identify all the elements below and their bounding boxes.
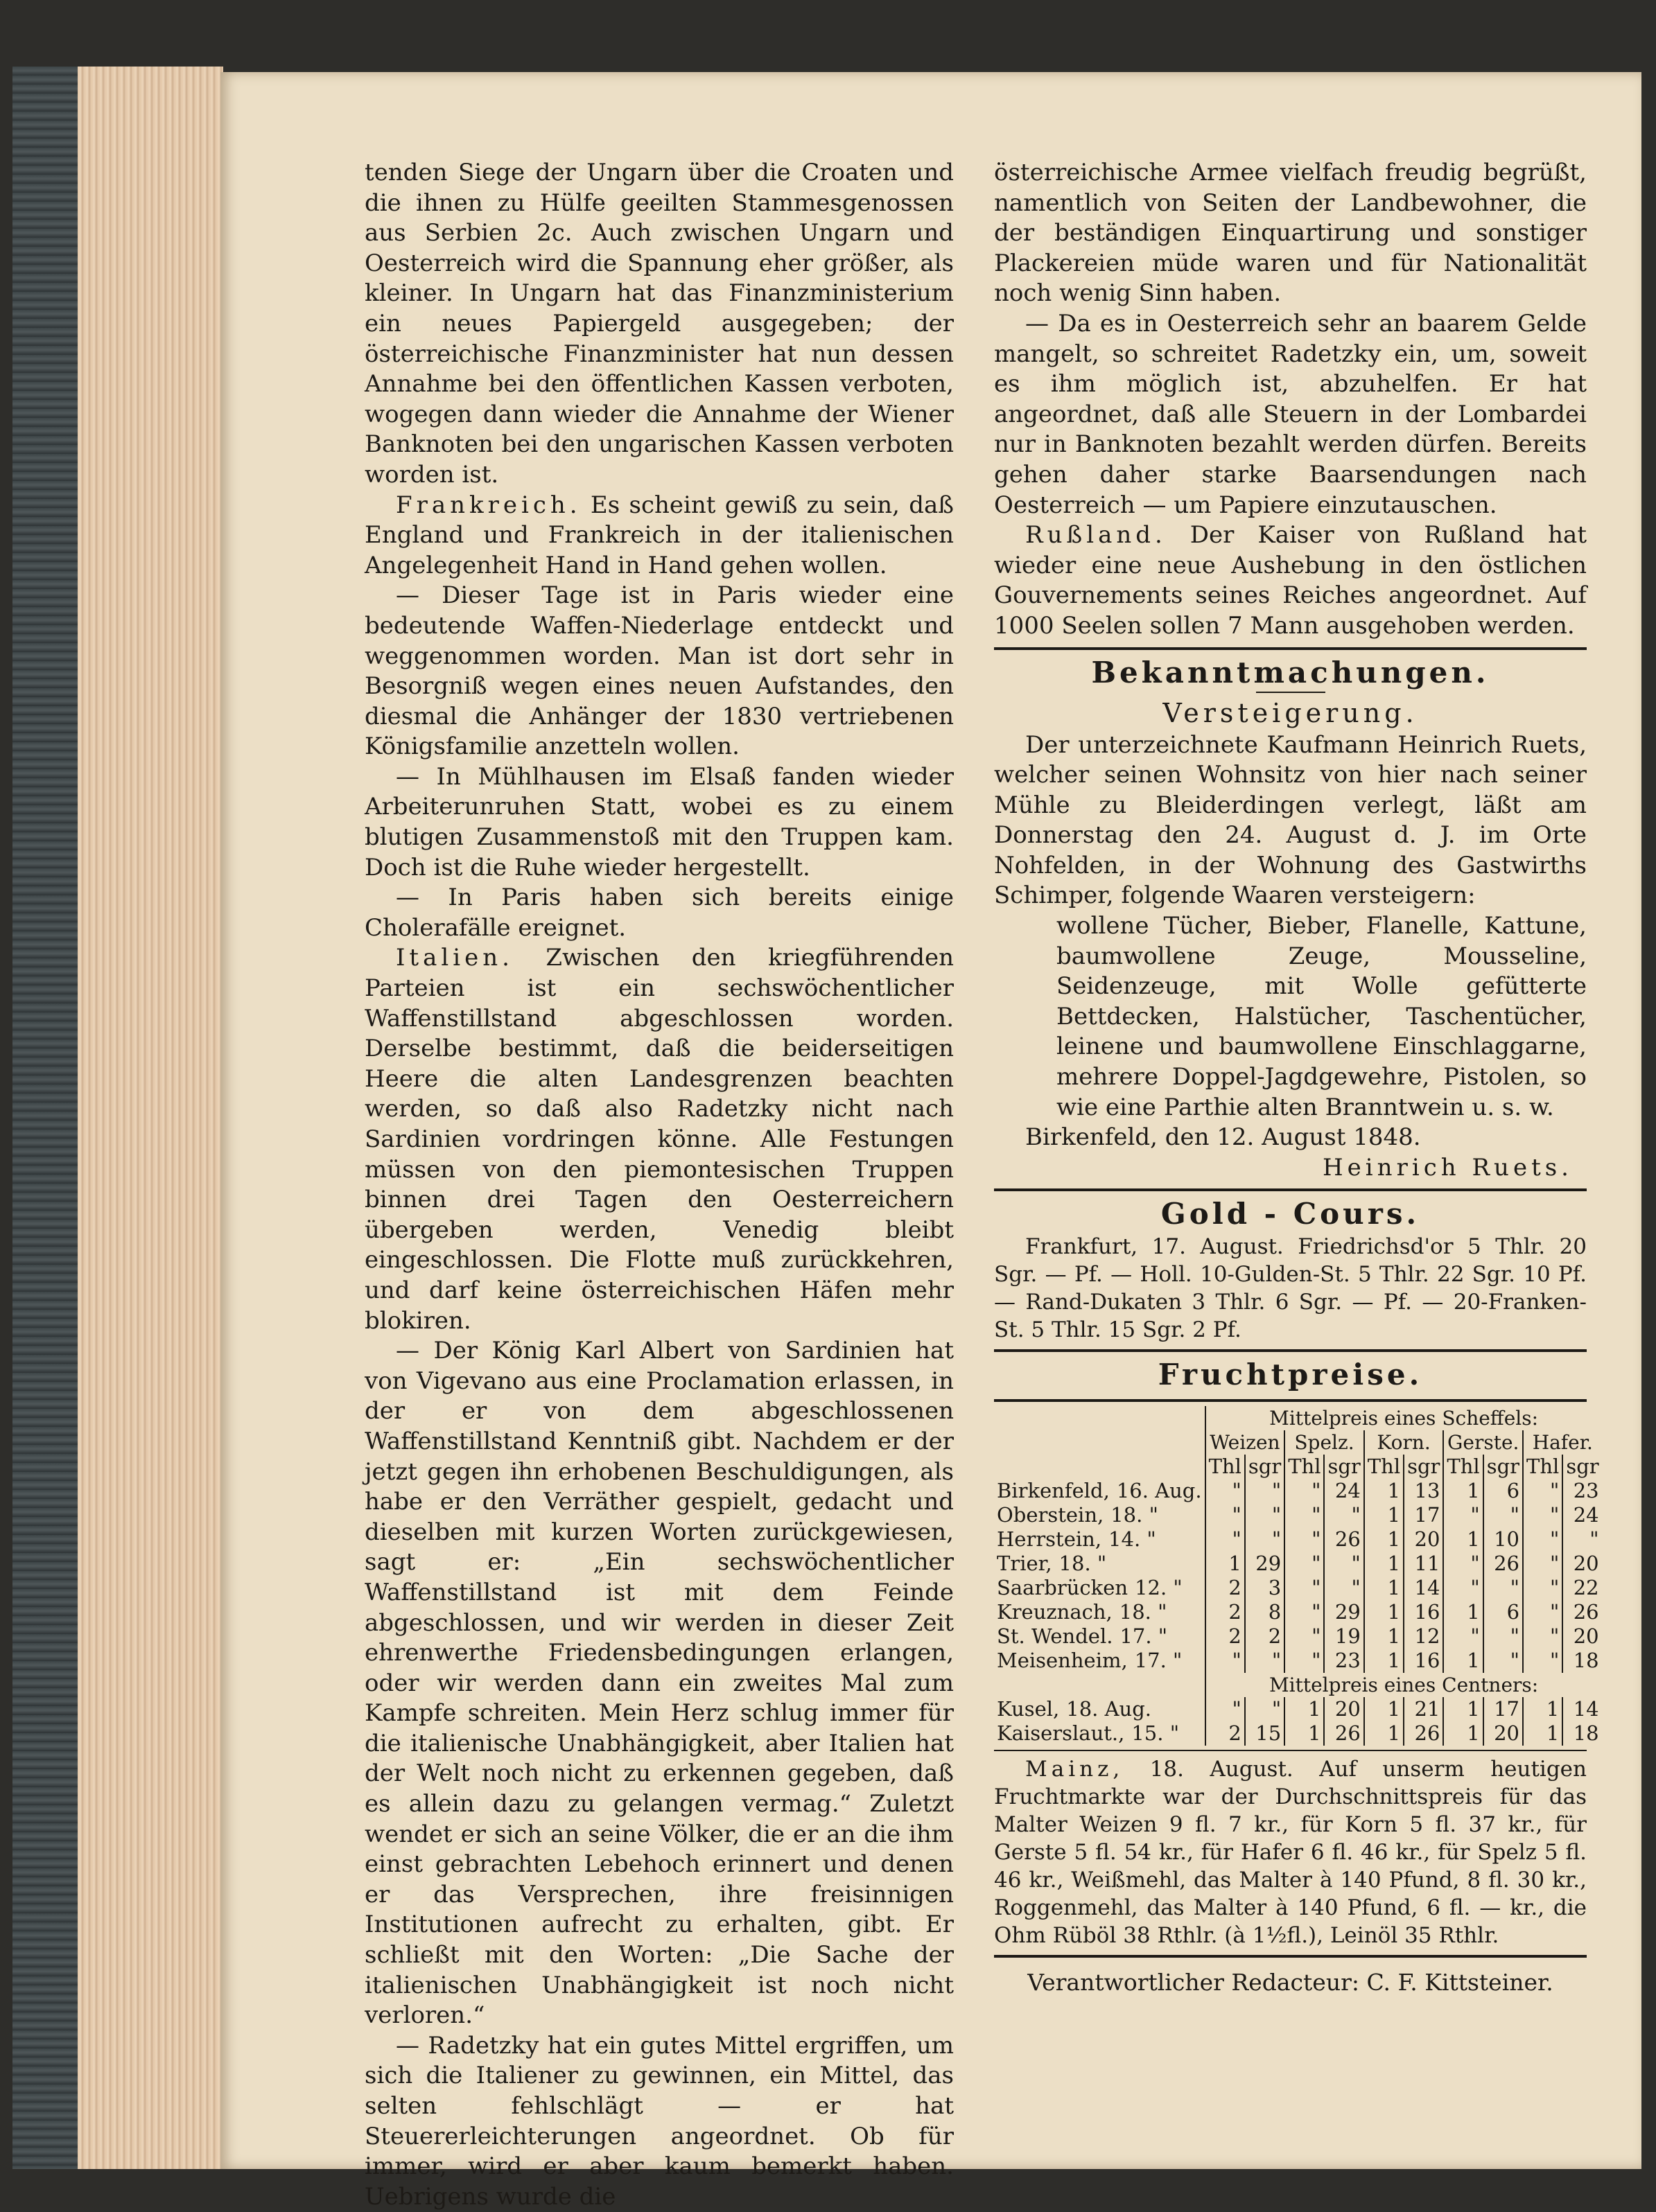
price-cell: 16	[1404, 1600, 1443, 1624]
price-cell: 8	[1245, 1600, 1284, 1624]
unit-label: Thl	[1284, 1455, 1324, 1479]
article-paragraph	[994, 520, 1587, 641]
editor-line: Verantwortlicher Redacteur: C. F. Kittsteiner.	[1027, 1969, 1553, 1996]
price-cell: "	[1324, 1576, 1363, 1600]
price-cell: 26	[1483, 1552, 1523, 1576]
price-cell: 16	[1404, 1649, 1443, 1673]
market-place	[994, 1527, 1205, 1552]
price-cell: 1	[1284, 1697, 1324, 1721]
price-cell: "	[1324, 1503, 1363, 1527]
price-cell: 24	[1324, 1479, 1363, 1503]
price-cell: 2	[1205, 1624, 1245, 1649]
table-row	[994, 1503, 1602, 1527]
table-row	[994, 1697, 1602, 1721]
price-cell: 2	[1245, 1624, 1284, 1649]
market-date: 15. "	[1131, 1721, 1180, 1746]
market-date: 18. "	[1058, 1552, 1107, 1576]
paragraph-text: Der Kaiser von Rußland hat wieder eine neue Aushebung in den östlichen Gouvernements seines Reiches angeordnet. Auf 1000 Seelen sollen 7 Mann ausgehoben werden.	[994, 521, 1587, 640]
price-cell: 18	[1562, 1649, 1601, 1673]
price-cell: "	[1523, 1527, 1562, 1552]
price-cell: 1	[1205, 1552, 1245, 1576]
price-cell: "	[1523, 1624, 1562, 1649]
price-cell: "	[1284, 1600, 1324, 1624]
left-column	[365, 158, 954, 2212]
price-cell: 1	[1364, 1600, 1404, 1624]
unit-label: sgr	[1562, 1455, 1601, 1479]
price-cell: "	[1483, 1503, 1523, 1527]
country-lead: Rußland.	[1025, 521, 1167, 550]
centner-header-row	[994, 1673, 1602, 1697]
unit-header-row	[994, 1455, 1602, 1479]
place-name: Kusel,	[997, 1697, 1060, 1721]
grain-label: Hafer.	[1523, 1430, 1602, 1455]
table-row	[994, 1576, 1602, 1600]
market-place	[994, 1576, 1205, 1600]
price-cell: "	[1483, 1649, 1523, 1673]
centner-header: Mittelpreis eines Centners:	[1205, 1673, 1602, 1697]
place-name: Saarbrücken	[997, 1576, 1128, 1600]
price-cell: 1	[1443, 1600, 1483, 1624]
price-cell: 14	[1562, 1697, 1601, 1721]
auction-goods: wollene Tücher, Bieber, Flanelle, Kattune, baumwollene Zeuge, Mousseline, Seidenzeuge, mit Wolle gefütterte Bettdecken, Halstücher, Taschentücher, leinene und baumwollene Einschlaggarne, mehrere Doppel-Jagdgewehre, Pistolen, so wie eine Parthie alten Branntwein u. s. w.	[1056, 912, 1587, 1121]
market-date: 17. "	[1119, 1624, 1168, 1649]
price-cell: "	[1284, 1479, 1324, 1503]
unit-label: Thl	[1523, 1455, 1562, 1479]
place-name: St. Wendel.	[997, 1624, 1113, 1649]
paragraph-text: Zwischen den kriegführenden Parteien ist ein sechswöchentlicher Waffenstillstand abgeschlossen worden. Derselbe bestimmt, daß die beiderseitigen Heere die alten Landesgrenzen beachten werden, so daß also Radetzky nicht nach Sardinien vordringen könne. Alle Festungen müssen von den piemontesischen Truppen binnen drei Tagen den Oesterreichern übergeben werden, Venedig bleibt eingeschlossen. Die Flotte muß zurückkehren, und darf keine österreichischen Häfen mehr blokiren.	[365, 944, 954, 1335]
scheffel-rows	[994, 1479, 1602, 1673]
mainz-text: 18. August. Auf unserm heutigen Fruchtmarkte war der Durchschnittspreis für das Malter Weizen 9 fl. 7 kr., für Korn 5 fl. 37 kr., für Gerste 5 fl. 54 kr., für Hafer 6 fl. 46 kr., für Spelz 5 fl. 46 kr., Weißmehl, das Malter à 140 Pfund, 8 fl. 30 kr., Roggenmehl, das Malter à 140 Pfund, 6 fl. — kr., die Ohm Rüböl 38 Rthlr. (à 1½fl.), Leinöl 35 Rthlr.	[994, 1757, 1587, 1949]
price-cell: 10	[1483, 1527, 1523, 1552]
heading-underline	[1256, 692, 1325, 693]
price-cell: "	[1205, 1503, 1245, 1527]
price-cell: "	[1284, 1576, 1324, 1600]
place-name: Herrstein,	[997, 1527, 1102, 1552]
centner-rows	[994, 1697, 1602, 1746]
price-cell: 26	[1324, 1527, 1363, 1552]
price-cell: 20	[1404, 1527, 1443, 1552]
unit-label: sgr	[1404, 1455, 1443, 1479]
price-cell: "	[1443, 1552, 1483, 1576]
table-row	[994, 1649, 1602, 1673]
scheffel-header: Mittelpreis eines Scheffels:	[1205, 1406, 1602, 1430]
price-cell: "	[1483, 1624, 1523, 1649]
place-name: Kaiserslaut.,	[997, 1721, 1125, 1746]
section-divider	[994, 1349, 1587, 1352]
market-place	[994, 1649, 1205, 1673]
unit-label: Thl	[1364, 1455, 1404, 1479]
article-paragraph	[365, 491, 954, 581]
price-cell: 11	[1404, 1552, 1443, 1576]
price-cell: 2	[1205, 1721, 1245, 1746]
table-corner	[994, 1455, 1205, 1479]
price-cell: 15	[1245, 1721, 1284, 1746]
price-cell: 14	[1404, 1576, 1443, 1600]
grain-header-row	[994, 1430, 1602, 1455]
price-cell: "	[1523, 1649, 1562, 1673]
auction-text: Der unterzeichnete Kaufmann Heinrich Ruets, welcher seinen Wohnsitz von hier nach seiner Mühle zu Bleiderdingen verlegt, läßt am Donnerstag den 24. August d. J. im Orte Nohfelden, in der Wohnung des Gastwirths Schimper, folgende Waaren versteigern:	[994, 730, 1587, 910]
market-place	[994, 1624, 1205, 1649]
price-cell: "	[1245, 1527, 1284, 1552]
gold-course-text: Frankfurt, 17. August. Friedrichsd'or 5 Thlr. 20 Sgr. — Pf. — Holl. 10-Gulden-St. 5 Thlr. 22 Sgr. 10 Pf. — Rand-Dukaten 3 Thlr. 6 Sgr. — Pf. — 20-Franken-St. 5 Thlr. 15 Sgr. 2 Pf.	[994, 1234, 1587, 1343]
market-place	[994, 1503, 1205, 1527]
article-paragraph: — In Paris haben sich bereits einige Cholerafälle ereignet.	[365, 884, 954, 942]
section-divider	[994, 1955, 1587, 1958]
price-cell: 13	[1404, 1479, 1443, 1503]
auction-signature: Heinrich Ruets.	[1323, 1153, 1573, 1182]
price-cell: "	[1245, 1479, 1284, 1503]
price-cell: 1	[1364, 1552, 1404, 1576]
unit-label: sgr	[1245, 1455, 1284, 1479]
price-cell: "	[1205, 1697, 1245, 1721]
price-cell: 1	[1523, 1721, 1562, 1746]
price-cell: 12	[1404, 1624, 1443, 1649]
price-cell: 1	[1443, 1697, 1483, 1721]
price-cell: 1	[1364, 1624, 1404, 1649]
table-row	[994, 1721, 1602, 1746]
price-cell: 20	[1562, 1624, 1601, 1649]
table-corner	[994, 1430, 1205, 1455]
price-cell: 23	[1324, 1649, 1363, 1673]
unit-label: Thl	[1443, 1455, 1483, 1479]
unit-label: sgr	[1483, 1455, 1523, 1479]
price-cell: 24	[1562, 1503, 1601, 1527]
grain-label: Weizen	[1205, 1430, 1285, 1455]
article-paragraph: österreichische Armee vielfach freudig begrüßt, namentlich von Seiten der Landbewohner, die der beständigen Einquartirung und sonstiger Plackereien müde waren und für Nationalität noch wenig Sinn haben.	[994, 159, 1587, 308]
price-cell: "	[1245, 1649, 1284, 1673]
price-cell: "	[1523, 1503, 1562, 1527]
article-paragraph: — Dieser Tage ist in Paris wieder eine bedeutende Waffen-Niederlage entdeckt und weggenommen worden. Man ist dort sehr in Besorgniß wegen eines neuen Aufstandes, den diesmal die Anhänger der 1830 vertriebenen Königsfamilie anzetteln wollen.	[365, 581, 954, 761]
market-place	[994, 1552, 1205, 1576]
price-cell: 29	[1245, 1552, 1284, 1576]
article-paragraph: — Der König Karl Albert von Sardinien hat von Vigevano aus eine Proclamation erlassen, in der er von dem abgeschlossenen Waffenstillstand Kenntniß gibt. Nachdem er der jetzt gegen ihn erhobenen Beschuldigungen, als habe er den Verräther gespielt, gedacht und dieselben mit kurzen Worten zurückgewiesen, sagt er: „Ein sechswöchentlicher Waffenstillstand ist mit dem Feinde abgeschlossen, und wir werden in dieser Zeit ehrenwerthe Friedensbedingungen erlangen, oder wir werden dann ein zweites Mal zum Kampfe schreiten. Mein Herz schlug immer für die italienische Unabhängigkeit, aber Italien hat der Welt noch nicht zu erkennen gegeben, daß es allein dazu zu gelangen vermag.“ Zuletzt wendet er sich an seine Völker, die er an die ihm einst gebrachten Lebehoch erinnert und denen er das Versprechen, ihre freisinnigen Institutionen aufrecht zu erhalten, gibt. Er schließt mit den Worten: „Die Sache der italienischen Unabhängigkeit ist noch nicht verloren.“	[365, 1337, 954, 2030]
mainz-lead: Mainz,	[1025, 1757, 1124, 1782]
price-cell: "	[1324, 1552, 1363, 1576]
fruit-prices-heading: Fruchtpreise.	[1158, 1358, 1423, 1392]
price-cell: 21	[1404, 1697, 1443, 1721]
market-date: 12. "	[1135, 1576, 1183, 1600]
market-place	[994, 1721, 1205, 1746]
market-date: 18. Aug.	[1066, 1697, 1151, 1721]
article-paragraph: tenden Siege der Ungarn über die Croaten und die ihnen zu Hülfe geeilten Stammesgenossen aus Serbien 2c. Auch zwischen Ungarn und Oesterreich wird die Spannung eher größer, als kleiner. In Ungarn hat das Finanzministerium ein neues Papiergeld ausgegeben; der österreichische Finanzminister hat nun dessen Annahme bei den öffentlichen Kassen verboten, wogegen dann wieder die Annahme der Wiener Banknoten bei den ungarischen Kassen verboten worden ist.	[365, 159, 954, 489]
price-cell: "	[1284, 1527, 1324, 1552]
price-cell: 20	[1324, 1697, 1363, 1721]
price-cell: "	[1245, 1697, 1284, 1721]
country-lead: Italien.	[396, 944, 514, 972]
price-cell: 1	[1443, 1721, 1483, 1746]
price-cell: 2	[1205, 1600, 1245, 1624]
price-cell: 22	[1562, 1576, 1601, 1600]
price-cell: "	[1205, 1649, 1245, 1673]
table-corner	[994, 1406, 1205, 1430]
price-cell: 23	[1562, 1479, 1601, 1503]
price-cell: 6	[1483, 1600, 1523, 1624]
price-cell: "	[1284, 1624, 1324, 1649]
price-cell: 1	[1284, 1721, 1324, 1746]
section-divider	[994, 647, 1587, 650]
table-row	[994, 1552, 1602, 1576]
price-cell: "	[1443, 1576, 1483, 1600]
price-cell: 1	[1364, 1649, 1404, 1673]
book-spine	[12, 67, 78, 2169]
table-header-row	[994, 1406, 1602, 1430]
price-cell: "	[1523, 1576, 1562, 1600]
price-cell: "	[1523, 1479, 1562, 1503]
price-cell: 19	[1324, 1624, 1363, 1649]
market-date: 18. "	[1119, 1600, 1167, 1624]
place-name: Meisenheim,	[997, 1649, 1128, 1673]
place-name: Birkenfeld,	[997, 1479, 1110, 1503]
price-cell: 26	[1324, 1721, 1363, 1746]
price-cell: "	[1443, 1503, 1483, 1527]
price-cell: 1	[1443, 1649, 1483, 1673]
unit-label: Thl	[1205, 1455, 1245, 1479]
price-cell: 17	[1483, 1697, 1523, 1721]
place-name: Oberstein,	[997, 1503, 1104, 1527]
fruit-price-table	[994, 1406, 1602, 1746]
price-cell: 1	[1364, 1527, 1404, 1552]
price-cell: "	[1245, 1503, 1284, 1527]
section-divider	[994, 1188, 1587, 1191]
place-name: Kreuznach,	[997, 1600, 1113, 1624]
price-cell: 1	[1364, 1697, 1404, 1721]
unit-label: sgr	[1324, 1455, 1363, 1479]
article-paragraph	[365, 943, 954, 1336]
price-cell: 3	[1245, 1576, 1284, 1600]
market-date: 17. "	[1134, 1649, 1183, 1673]
grain-label: Korn.	[1364, 1430, 1444, 1455]
price-cell: 26	[1562, 1600, 1601, 1624]
price-cell: 1	[1364, 1503, 1404, 1527]
section-divider	[994, 1399, 1587, 1402]
price-cell: "	[1562, 1527, 1601, 1552]
market-place	[994, 1697, 1205, 1721]
price-cell: "	[1284, 1649, 1324, 1673]
table-corner	[994, 1673, 1205, 1697]
price-cell: 1	[1364, 1576, 1404, 1600]
grain-label: Spelz.	[1284, 1430, 1364, 1455]
place-name: Trier,	[997, 1552, 1052, 1576]
gold-course-heading: Gold - Cours.	[1160, 1197, 1420, 1231]
price-cell: 29	[1324, 1600, 1363, 1624]
paragraph-text: Es scheint gewiß zu sein, daß England und Frankreich in der italienischen Angelegenheit Hand in Hand gehen wollen.	[365, 491, 954, 579]
auction-place-date: Birkenfeld, den 12. August 1848.	[1025, 1123, 1421, 1152]
newspaper-page	[220, 72, 1641, 2211]
table-row	[994, 1527, 1602, 1552]
grain-label: Gerste.	[1443, 1430, 1523, 1455]
price-cell: 26	[1404, 1721, 1443, 1746]
price-cell: 18	[1562, 1721, 1601, 1746]
right-column	[994, 158, 1599, 1998]
price-cell: "	[1483, 1576, 1523, 1600]
price-cell: "	[1205, 1479, 1245, 1503]
price-cell: "	[1443, 1624, 1483, 1649]
price-cell: 1	[1364, 1479, 1404, 1503]
price-cell: 1	[1443, 1479, 1483, 1503]
price-cell: 2	[1205, 1576, 1245, 1600]
price-cell: "	[1523, 1552, 1562, 1576]
auction-title: Versteigerung.	[1162, 697, 1418, 728]
market-place	[994, 1479, 1205, 1503]
price-cell: 17	[1404, 1503, 1443, 1527]
table-row	[994, 1479, 1602, 1503]
price-cell: "	[1523, 1600, 1562, 1624]
price-cell: 20	[1562, 1552, 1601, 1576]
mainz-report	[994, 1755, 1587, 1949]
market-date: 14. "	[1108, 1527, 1156, 1552]
announcements-heading: Bekanntmachungen.	[1091, 655, 1490, 690]
price-cell: 1	[1443, 1527, 1483, 1552]
price-cell: "	[1284, 1552, 1324, 1576]
page-edges	[78, 67, 223, 2169]
price-cell: 20	[1483, 1721, 1523, 1746]
price-cell: "	[1284, 1503, 1324, 1527]
table-row	[994, 1624, 1602, 1649]
price-cell: 1	[1523, 1697, 1562, 1721]
market-place	[994, 1600, 1205, 1624]
country-lead: Frankreich.	[396, 491, 582, 519]
price-cell: "	[1205, 1527, 1245, 1552]
table-row	[994, 1600, 1602, 1624]
market-date: 18. "	[1110, 1503, 1158, 1527]
article-paragraph: — Da es in Oesterreich sehr an baarem Gelde mangelt, so schreitet Radetzky ein, um, soweit es ihm möglich ist, abzuhelfen. Er hat angeordnet, daß alle Steuern in der Lombardei nur in Banknoten bezahlt werden dürfen. Bereits gehen daher starke Baarsendungen nach Oesterreich — um Papiere einzutauschen.	[994, 309, 1587, 519]
section-divider	[994, 1750, 1587, 1751]
market-date: 16. Aug.	[1116, 1479, 1202, 1503]
article-paragraph: — Radetzky hat ein gutes Mittel ergriffen, um sich die Italiener zu gewinnen, ein Mittel, das selten fehlschlägt — er hat Steuererleichterungen angeordnet. Ob für immer, wird er aber kaum bemerkt haben. Uebrigens wurde die	[365, 2031, 954, 2211]
price-cell: 1	[1364, 1721, 1404, 1746]
article-paragraph: — In Mühlhausen im Elsaß fanden wieder Arbeiterunruhen Statt, wobei es zu einem blutigen Zusammenstoß mit den Truppen kam. Doch ist die Ruhe wieder hergestellt.	[365, 762, 954, 881]
price-cell: 6	[1483, 1479, 1523, 1503]
